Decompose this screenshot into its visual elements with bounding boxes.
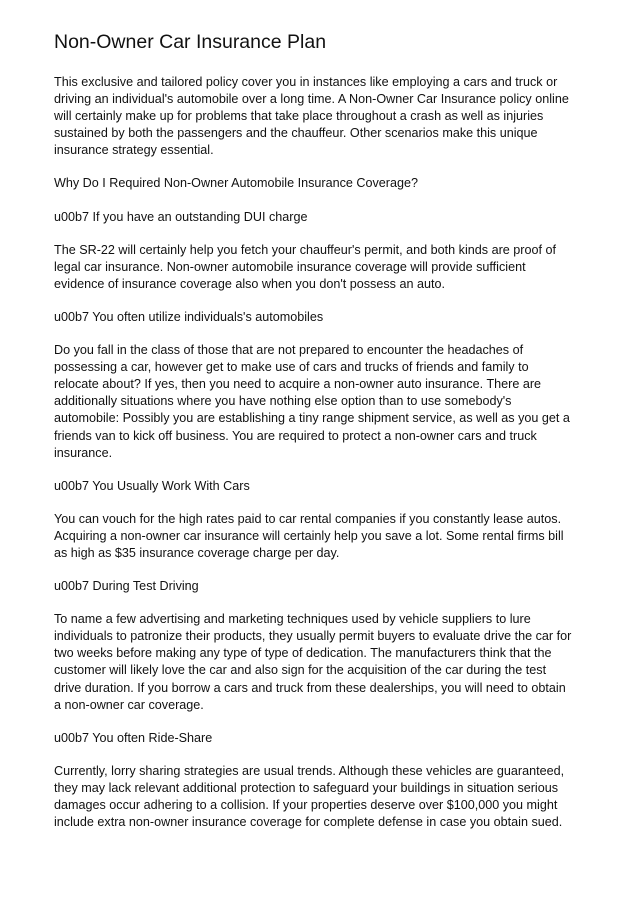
paragraph-line: insurance. — [54, 445, 113, 460]
intro-paragraph — [54, 74, 594, 159]
paragraph-line: will certainly make up for problems that take place throughout a crash as well as injuries — [54, 109, 544, 124]
paragraph-line: You can vouch for the high rates paid to car rental companies if you constantly lease autos. — [54, 511, 562, 526]
paragraph-line: drive duration. If you borrow a cars and truck from these dealerships, you will need to obtain — [54, 680, 566, 695]
paragraph-line: damages occur adhering to a collision. If your properties deserve over $100,000 you might — [54, 798, 558, 812]
paragraph-line: The SR-22 will certainly help you fetch your chauffeur's permit, and both kinds are proof of — [54, 242, 556, 257]
section-heading: u00b7 You often utilize individuals's automobiles — [54, 309, 324, 324]
paragraph-line: legal car insurance. Non-owner automobile insurance coverage will provide sufficient — [54, 259, 526, 274]
paragraph-line: Do you fall in the class of those that are not prepared to encounter the headaches of — [54, 343, 524, 358]
paragraph-line: automobile: Possibly you are establishing a tiny range shipment service, as well as you get a — [54, 411, 570, 426]
paragraph-line: Acquiring a non-owner car insurance will certainly help you save a lot. Some rental firms bill — [54, 528, 564, 543]
paragraph-line: insurance strategy essential. — [54, 143, 214, 158]
section-paragraph — [54, 611, 594, 714]
section-paragraph — [54, 763, 594, 831]
paragraph-line: This exclusive and tailored policy cover you in instances like employing a cars and truck or — [54, 75, 558, 89]
paragraph-line: driving an individual's automobile over a long time. A Non-Owner Car Insurance policy online — [54, 92, 569, 107]
paragraph-line: To name a few advertising and marketing techniques used by vehicle suppliers to lure — [54, 612, 531, 627]
section-paragraph — [54, 511, 594, 562]
paragraph-line: evidence of insurance coverage also when you don't possess an auto. — [54, 276, 445, 291]
section-paragraph — [54, 342, 594, 462]
paragraph-line: two weeks before making any type of type of dedication. The manufacturers think that the — [54, 646, 552, 661]
paragraph-line: a non-owner car coverage. — [54, 697, 204, 712]
paragraph-line: sustained by both the passengers and the chauffeur. Other scenarios make this unique — [54, 126, 538, 141]
section-paragraph — [54, 242, 594, 293]
document-title: Non-Owner Car Insurance Plan — [54, 31, 327, 53]
question-heading: Why Do I Required Non-Owner Automobile Insurance Coverage? — [54, 176, 419, 191]
document-page — [54, 30, 594, 831]
paragraph-line: friends van to kick off business. You are required to protect a non-owner cars and truck — [54, 428, 537, 443]
paragraph-line: relocate about? If yes, then you need to acquire a non-owner auto insurance. There are — [54, 377, 542, 392]
section-heading: u00b7 You often Ride-Share — [54, 730, 213, 745]
paragraph-line: include extra non-owner insurance coverage for complete defense in case you obtain sued. — [54, 815, 563, 830]
section-heading: u00b7 If you have an outstanding DUI charge — [54, 209, 308, 224]
paragraph-line: possessing a car, however get to make use of cars and trucks of friends and family to — [54, 360, 529, 375]
section-heading: u00b7 During Test Driving — [54, 579, 199, 594]
paragraph-line: Currently, lorry sharing strategies are usual trends. Although these vehicles are guaranteed, — [54, 763, 565, 778]
paragraph-line: individuals to patronize their products, they usually permit buyers to evaluate drive the car for — [54, 629, 572, 644]
paragraph-line: additionally situations where you have nothing else option than to use somebody's — [54, 394, 512, 409]
paragraph-line: they may lack relevant additional protection to safeguard your buildings in situation serious — [54, 780, 559, 795]
paragraph-line: as high as $35 insurance coverage charge per day. — [54, 545, 340, 560]
section-heading: u00b7 You Usually Work With Cars — [54, 478, 250, 493]
paragraph-line: customer will likely love the car and also sign for the acquisition of the car during the test — [54, 663, 547, 678]
